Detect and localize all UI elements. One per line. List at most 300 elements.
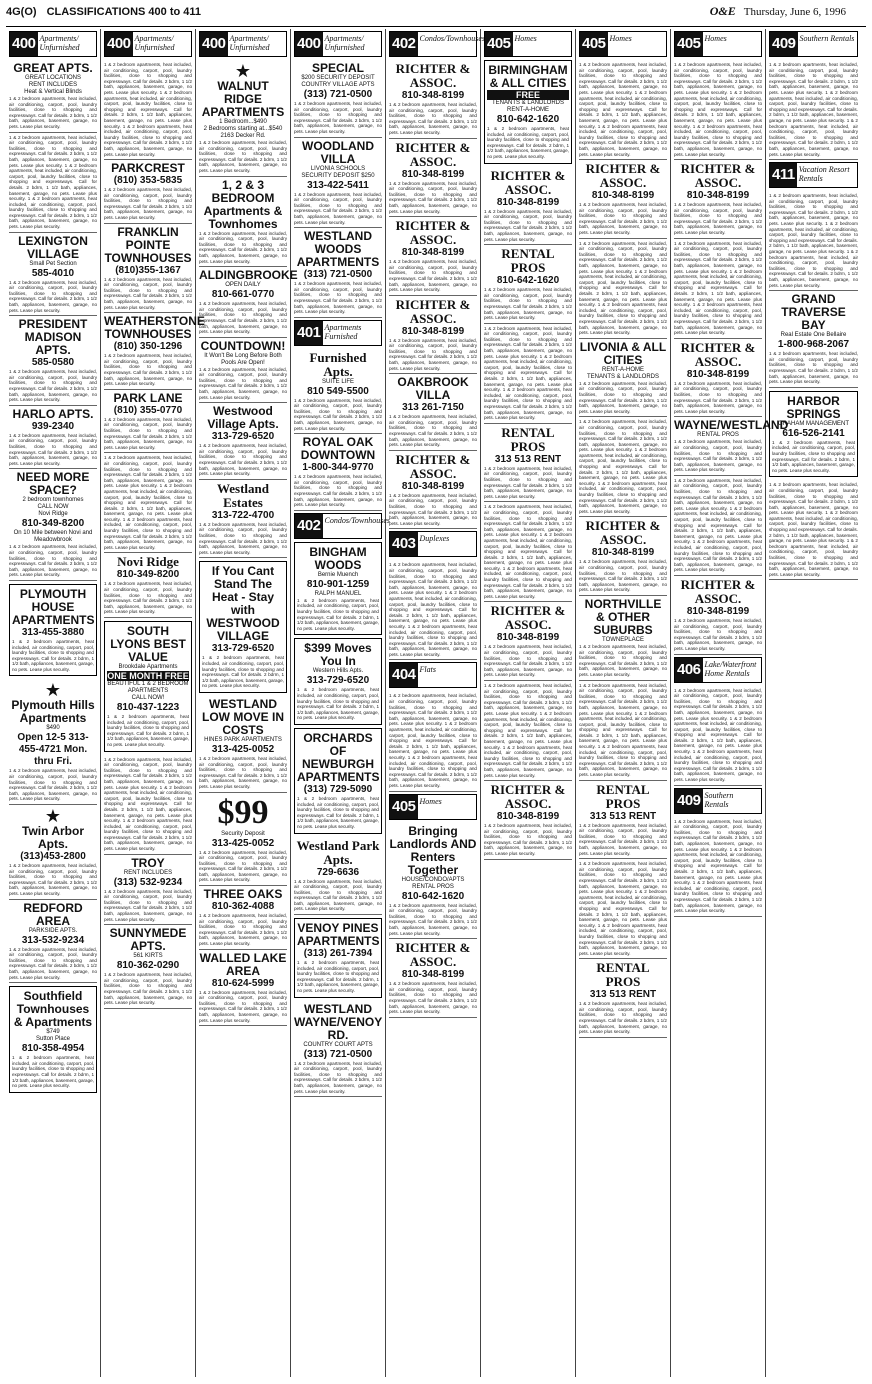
ad-text: 1 & 2 bedroom apartments, heat included, air conditioning, carport, pool, laundry facilities, close to shopping and expressways. Call for details. 2 bdrm, 1 1/2 bath, appliances, basement, garage, no pets. Lease plus security. [199,849,287,883]
ad-line: GRAND TRAVERSE BAY [781,292,846,333]
classified-ad [9,60,97,133]
column-c9 [766,29,861,1377]
ad-line: 1 Bedroom...$490 [219,119,267,125]
classified-ad [389,560,477,660]
ad-line: NORTHVILLE & OTHER SUBURBS [584,596,662,637]
classified-ad [294,837,382,916]
classified-ad [389,691,477,791]
ad-line: COUNTDOWN! [200,338,286,353]
ad-line: WALLED LAKE AREA [199,950,287,978]
classified-ad [199,950,287,1027]
classified-ad [199,338,287,404]
section-header [769,162,858,188]
ad-line: 810-642-1620 [401,890,465,902]
ad-line: (313) 721-0500 [303,269,373,281]
ad-line: REDFORD AREA [23,900,83,928]
classified-ad [769,191,858,291]
ad-line: 1-800-968-2067 [777,339,850,351]
ad-line: WOODLAND VILLA [302,138,374,166]
ad-line: 313-422-5411 [307,179,369,191]
ad-text: 1 & 2 bedroom apartments, heat included, air conditioning, carport, pool, laundry facilities, close to shopping and expressways. Call for details. 2 bdrm, 1 1/2 bath, appliances, basement, garage, no pets. Lease plus security. [104,416,192,450]
ad-line: Furnished Apts. [309,349,367,379]
ad-line: 810-348-8199 [686,190,750,202]
ad-line: Bringing Landlords AND Renters Together [389,823,477,877]
ad-line: 810-362-0290 [116,960,180,972]
ad-line: Westwood Village Apts. [207,404,279,432]
ad-text: 1 & 2 bedroom apartments, heat included, air conditioning, carport, pool, laundry facilities, close to shopping and expressways. Call for details. 2 bdrm, 1 1/2 bath, appliances, basement, garage, no pets. Lease plus security. [389,902,477,936]
classified-ad [104,224,192,314]
ad-text: 1 & 2 bedroom apartments, heat included, air conditioning, carport, pool, laundry facilities, close to shopping and expressways. Call for details. 2 bdrm, 1 1/2 bath, appliances, basement, garage, no pets. Lease plus security. [579,380,667,414]
ad-line: 810-348-8199 [401,325,465,337]
classified-ad [389,823,477,940]
section-label: Apartments/ Unfurnished [39,34,80,52]
ad-line: 810-348-8199 [686,368,750,380]
ad-text: 1 & 2 bedroom apartments, heat included, air conditioning, carport, pool, laundry facilities, close to shopping and expressways. Call for details. 2 bdrm, 1 1/2 bath, appliances, basement, garage, no pets. Lease plus security. [199,755,287,789]
ad-line: 2 bedroom townhomes [22,497,84,504]
ad-line: 313 513 RENT [589,810,657,822]
ad-line: 313 513 RENT [589,989,657,1001]
ad-line: 810-661-0770 [211,289,275,301]
ad-line: 810-362-4088 [211,901,275,913]
ad-line: 2 Bedrooms starting at...$540 [203,126,283,132]
section-number: 409 [675,789,703,813]
ad-text: 1 & 2 bedroom apartments, heat included, air conditioning, carport, pool, laundry facilities, close to shopping and expressways. Call for details. 2 bdrm, 1 1/2 bath, appliances, basement, garage, no pets. Lease plus security. 1 & 2 bedroom apartments, heat included, air conditioning, carport, pool, laundry facilities, close to shopping and expressways. Call for details. 2 bdrm, 1 1/2 bath, appliances, basement, garage, no pets. Lease plus security. 1 & 2 bedroom apartments, heat included, air conditioning, carport, pool, laundry facilities, close to shopping and expressways. Call for details. 2 bdrm, 1 1/2 bath, appliances, basement, garage, no pets. Lease plus security. [389,562,477,657]
ad-line: ORCHARDS OF NEWBURGH APARTMENTS [297,730,380,784]
classified-ad [769,391,858,478]
section-number: 401 [295,321,323,345]
classified-ad [294,434,382,511]
classified-ad [199,177,287,268]
ad-line: WAYNE/WESTLAND [674,418,789,433]
classified-ad [484,167,572,246]
section-header [9,31,97,57]
classified-ad [9,679,97,805]
classified-ad [389,217,477,296]
classified-ad [389,451,477,530]
ad-text: 1 & 2 bedroom apartments, heat included, air conditioning, carport, pool, laundry facilities, close to shopping and expressways. Call for details. 2 bdrm, 1 1/2 bath, appliances, basement, garage, no pets. Lease plus security. [199,301,287,335]
ad-line: (313) 532-9234 [113,876,183,888]
ad-text: 1 & 2 bedroom apartments, heat included, air conditioning, carport, pool, laundry facilities, close to shopping and expressways. Call for details. 2 bdrm, 1 1/2 bath, appliances, basement, garage, no pets. Lease plus security. 1 & 2 bedroom apartments, heat included, air conditioning, carport, pool, laundry facilities, close to shopping and expressways. Call for details. 2 bdrm, 1 1/2 bath, appliances, basement, garage, no pets. Lease plus security. 1 & 2 bedroom apartments, heat included, air conditioning, carport, pool, laundry facilities, close to shopping and expressways. Call for details. 2 bdrm, 1 1/2 bath, appliances, basement, garage, no pets. Lease plus security. [579,682,667,778]
section-header [294,513,391,539]
ad-line: RICHTER & ASSOC. [490,782,566,812]
ad-line: TENANTS & LANDLORDS [586,373,659,380]
ad-text: 1 & 2 bedroom apartments, heat included, air conditioning, carport, pool, laundry facilities, close to shopping and expressways. Call for details. 2 bdrm, 1 1/2 bath, appliances, basement, garage, no pets. Lease plus security. [294,397,382,431]
ad-line: 1, 2 & 3 BEDROOM Apartments & Townhomes [203,177,283,231]
ad-text: 1 & 2 bedroom apartments, heat included, air conditioning, carport, pool, laundry facilities, close to shopping and expressways. Call for details. 2 bdrm, 1 1/2 bath, appliances, basement, garage, no pets. Lease plus security. 1 & 2 bedroom apartments, heat included, air conditioning, carport, pool, laundry facilities, close to shopping and expressways. Call for details. 2 bdrm, 1 1/2 bath, appliances, basement, garage, no pets. Lease plus security. 1 & 2 bedroom apartments, heat included, air conditioning, carport, pool, laundry facilities, close to shopping and expressways. Call for details. 2 bdrm, 1 1/2 bath, appliances, basement, garage, no pets. Lease plus security. [104,756,192,852]
ad-line: RICHTER & ASSOC. [395,139,471,169]
ad-line: It Won't Be Long Before Both Pools Are Open! [204,352,282,366]
classified-ad [9,584,97,677]
ad-line: 313 261-7150 [402,402,464,414]
ad-line: 810-624-5999 [211,977,275,989]
ad-line: HOUSE/CONDO/APTS [401,876,465,883]
ad-line: 313-729-6520 [306,675,370,687]
ad-text: 1 & 2 bedroom apartments, heat included, air conditioning, carport, pool, laundry facilities, close to shopping and expressways. Call for details. 2 bdrm, 1 1/2 bath, appliances, basement, garage, no pets. Lease plus security. [484,644,572,678]
classified-ad [199,561,287,693]
classified-ad [674,60,762,160]
ad-line: RENT-A-HOME [602,366,644,373]
ad-line: $399 Moves You In [304,641,372,669]
classified-ad [484,60,572,164]
ad-text: 1 & 2 bedroom apartments, heat included, air conditioning, carport, pool, laundry facilities, close to shopping and expressways. Call for details. 2 bdrm, 1 1/2 bath, appliances, basement, garage, no pets. Lease plus security. [297,597,379,631]
section-label: Flats [419,665,436,675]
ad-line: 585-4010 [31,267,75,279]
section-header [674,657,762,683]
ad-text: 1 & 2 bedroom apartments, heat included, air conditioning, carport, pool, laundry facilities, close to shopping and expressways. Call for details. 2 bdrm, 1 1/2 bath, appliances, basement, garage, no pets. Lease plus security. 1 & 2 bedroom apartments, heat included, air conditioning, carport, pool, laundry facilities, close to shopping and expressways. Call for details. 2 bdrm, 1 1/2 bath, appliances, basement, garage, no pets. Lease plus security. 1 & 2 bedroom apartments, heat included, air conditioning, carport, pool, laundry facilities, close to shopping and expressways. Call for details. 2 bdrm, 1 1/2 bath, appliances, basement, garage, no pets. Lease plus security. [674,687,762,783]
section-header [484,31,572,57]
ad-text: 1 & 2 bedroom apartments, heat included, air conditioning, carport, pool, laundry facilities, close to shopping and expressways. Call for details. 2 bdrm, 1 1/2 bath, appliances, basement, garage, no pets. Lease plus security. [294,878,382,912]
ad-line: 585-0580 [31,357,75,369]
ad-text: 1 & 2 bedroom apartments, heat included, air conditioning, carport, pool, laundry facilities, close to shopping and expressways. Call for details. 2 bdrm, 1 1/2 bath, appliances, basement, garage, no pets. Lease plus security. [484,287,572,321]
ad-line: 939-2340 [31,420,75,432]
ad-text: 1 & 2 bedroom apartments, heat included, air conditioning, carport, pool, laundry facilities, close to shopping and expressways. Call for details. 2 bdrm, 1 1/2 bath, appliances, basement, garage, no pets. Lease plus security. [107,714,189,747]
ad-line: FRANKLIN POINTE TOWNHOUSES [104,224,192,265]
ad-line: ONE MONTH FREE [107,671,189,681]
ad-text: 1 & 2 bedroom apartments, heat included, air conditioning, carport, pool, laundry facilities, close to shopping and expressways. Call for details. 2 bdrm, 1 1/2 bath, appliances, basement, garage, no pets. Lease plus security. [579,643,667,677]
ad-line: WEATHERSTONE TOWNHOUSES [104,314,205,342]
ad-text: 1 & 2 bedroom apartments, heat included, air conditioning, carport, pool, laundry facilities, close to shopping and expressways. Call for details. 2 bdrm, 1 1/2 bath, appliances, basement, garage, no pets. Lease plus security. [389,259,477,293]
section-label: Apartments/ Unfurnished [324,34,365,52]
ad-line: SPECIAL [311,61,364,75]
ad-text: 1 & 2 bedroom apartments, heat included, air conditioning, carport, pool, laundry facilities, close to shopping and expressways. Call for details. 2 bdrm, 1 1/2 bath, appliances, basement, garage, no pets. Lease plus security. [199,443,287,477]
ad-line: 729-6636 [316,866,360,878]
section-label: Southern Rentals [704,790,734,809]
section-label: Homes [514,34,537,43]
section-label: Southern Rentals [799,34,855,43]
section-number: 404 [390,663,418,687]
classified-ad [294,60,382,138]
ad-text: 1 & 2 bedroom apartments, heat included, air conditioning, carport, pool, laundry facilities, close to shopping and expressways. Call for details. 2 bdrm, 1 1/2 bath, appliances, basement, garage, no pets. Lease plus security. [9,544,97,578]
ad-line: 810-642-1620 [496,275,560,287]
classified-ad [389,139,477,218]
ad-line: FREE [487,90,569,100]
ad-line: Southfield Townhouses & Apartments [13,989,93,1030]
section-header [389,31,486,57]
ad-text: 1 & 2 bedroom apartments, heat included, air conditioning, carport, pool, laundry facilities, close to shopping and expressways. Call for details. 2 bdrm, 1 1/2 bath, appliances, basement, garage, no pets. Lease plus security. [199,140,287,173]
ad-line: 810-349-8200 [116,569,180,581]
ad-text: 1 & 2 bedroom apartments, heat included, air conditioning, carport, pool, laundry facilities, close to shopping and expressways. Call for details. 2 bdrm, 1 1/2 bath, appliances, basement, garage, no pets. Lease plus security. [104,972,192,1006]
ad-line: 810-642-1620 [496,114,560,125]
ad-line: 313 513 RENT [494,453,562,465]
ad-text: 1 & 2 bedroom apartments, heat included, air conditioning, carport, pool, laundry facilities, close to shopping and expressways. Call for details. 2 bdrm, 1 1/2 bath, appliances, basement, garage, no pets. Lease plus security. [9,432,97,466]
section-label: Lake/Waterfront Home Rentals [704,659,757,678]
ad-text: 1 & 2 bedroom apartments, heat included, air conditioning, carport, pool, laundry facilities, close to shopping and expressways. Call for details. 2 bdrm, 1 1/2 bath, appliances, basement, garage, no pets. Lease plus security. 1 & 2 bedroom apartments, heat included, air conditioning, carport, pool, laundry facilities, close to shopping and expressways. Call for details. 2 bdrm, 1 1/2 bath, appliances, basement, garage, no pets. Lease plus security. 1 & 2 bedroom apartments, heat included, air conditioning, carport, pool, laundry facilities, close to shopping and expressways. Call for details. 2 bdrm, 1 1/2 bath, appliances, basement, garage, no pets. Lease plus security. [769,482,858,577]
ad-text: 1 & 2 bedroom apartments, heat included, air conditioning, carport, pool, laundry facilities, close to shopping and expressways. Call for details. 2 bdrm, 1 1/2 bath, appliances, basement, garage, no pets. Lease plus security. 1 & 2 bedroom apartments, heat included, air conditioning, carport, pool, laundry facilities, close to shopping and expressways. Call for details. 2 bdrm, 1 1/2 bath, appliances, basement, garage, no pets. Lease plus security. 1 & 2 bedroom apartments, heat included, air conditioning, carport, pool, laundry facilities, close to shopping and expressways. Call for details. 2 bdrm, 1 1/2 bath, appliances, basement, garage, no pets. Lease plus security. [579,62,667,157]
section-label: Apartments/ Unfurnished [134,34,175,52]
ad-line: 561 KIRTS [133,953,163,960]
section-header [294,31,382,57]
classified-ad [579,959,667,1038]
ad-text: 1 & 2 bedroom apartments, heat included, air conditioning, carport, pool, laundry facilities, close to shopping and expressways. Call for details. 2 bdrm, 1 1/2 bath, appliances, basement, garage, no pets. Lease plus security. [484,465,572,499]
ad-line: SECURITY DEPOSIT $250 [301,172,375,179]
ad-line: LEXINGTON VILLAGE [18,233,88,261]
star-icon: ★ [44,680,62,701]
ad-text: 1 & 2 bedroom apartments, heat included, air conditioning, carport, pool, laundry facilities, close to shopping and expressways. Call for details. 2 bdrm, 1 1/2 bath, appliances, basement, garage, no pets. Lease plus security. [104,581,192,615]
ad-text: 1 & 2 bedroom apartments, heat included, air conditioning, carport, pool, laundry facilities, close to shopping and expressways. Call for details. 2 bdrm, 1 1/2 bath, appliances, basement, garage, no pets. Lease plus security. [297,795,379,829]
ad-line: RICHTER & ASSOC. [395,61,471,90]
section-header [769,31,858,57]
ad-text: 1 & 2 bedroom apartments, heat included, air conditioning, carport, pool, laundry facilities, close to shopping and expressways. Call for details. 2 bdrm, 1 1/2 bath, appliances, basement, garage, no pets. Lease plus security. [297,687,379,721]
classified-ad [579,60,667,160]
classified-ad [674,817,762,917]
ad-text: 1 & 2 bedroom apartments, heat included, air conditioning, carport, pool, laundry facilities, close to shopping and expressways. Call for details. 2 bdrm, 1 1/2 bath, appliances, basement, garage, no pets. Lease plus security. [199,230,287,264]
ad-line: Brookdale Apartments [118,664,178,670]
issue-date: Thursday, June 6, 1996 [743,6,846,18]
section-label: Condos/Townhouses [419,34,486,43]
classified-ad [9,316,97,406]
ad-line: (313)453-2800 [20,851,86,863]
ad-line: If You Cant Stand The Heat - Stay with WESTWOOD VILLAGE [206,564,280,644]
column-c7 [576,29,671,1377]
ad-line: $99 [217,793,269,831]
classified-ad [9,986,97,1093]
classified-ad [484,602,572,681]
ad-line: RICHTER & ASSOC. [585,161,661,191]
section-number: 400 [105,32,133,56]
classified-ad [104,755,192,855]
ad-line: 810-348-8199 [591,547,655,559]
ad-line: 313-722-4700 [211,509,275,521]
ad-line: Heat & Vertical Blinds [24,89,82,95]
section-label: Homes [609,34,632,43]
ad-line: RENTAL PROS [697,432,739,439]
classifications-title: CLASSIFICATIONS 400 to 411 [46,6,202,18]
ad-line: ALDINGBROOKE [199,268,298,283]
ad-line: $749 [46,1029,60,1036]
section-number: 405 [675,32,703,56]
ad-text: 1 & 2 bedroom apartments, heat included, air conditioning, carport, pool, laundry facilities, close to shopping and expressways. Call for details. 2 bdrm, 1 1/2 bath, appliances, basement, garage, no pets. Lease plus security. 1 & 2 bedroom apartments, heat included, air conditioning, carport, pool, laundry facilities, close to shopping and expressways. Call for details. 2 bdrm, 1 1/2 bath, appliances, basement, garage, no pets. Lease plus security. 1 & 2 bedroom apartments, heat included, air conditioning, carport, pool, laundry facilities, close to shopping and expressways. Call for details. 2 bdrm, 1 1/2 bath, appliances, basement, garage, no pets. Lease plus security. [579,419,667,514]
ad-text: 1 & 2 bedroom apartments, heat included, air conditioning, carport, pool, laundry facilities, close to shopping and expressways. Call for details. 2 bdrm, 1 1/2 bath, appliances, basement, garage, no pets. Lease plus security. [674,202,762,236]
section-number: 402 [295,514,323,538]
ad-text: 1 & 2 bedroom apartments, heat included, air conditioning, carport, pool, laundry facilities, close to shopping and expressways. Call for details. 2 bdrm, 1 1/2 bath, appliances, basement, garage, no pets. Lease plus security. 1 & 2 bedroom apartments, heat included, air conditioning, carport, pool, laundry facilities, close to shopping and expressways. Call for details. 2 bdrm, 1 1/2 bath, appliances, basement, garage, no pets. Lease plus security. 1 & 2 bedroom apartments, heat included, air conditioning, carport, pool, laundry facilities, close to shopping and expressways. Call for details. 2 bdrm, 1 1/2 bath, appliances, basement, garage, no pets. Lease plus security. [579,240,667,336]
ad-line: BINGHAM WOODS [309,544,367,572]
ad-text: 1 & 2 bedroom apartments, heat included, air conditioning, carport, pool, laundry facilities, close to shopping and expressways. Call for details. 2 bdrm, 1 1/2 bath, appliances, basement, garage, no pets. Lease plus security. [199,913,287,947]
ad-text: 1 & 2 bedroom apartments, heat included, air conditioning, carport, pool, laundry facilities, close to shopping and expressways. Call for details. 2 bdrm, 1 1/2 bath, appliances, basement, garage, no pets. Lease plus security. [389,981,477,1015]
ad-text: 1 & 2 bedroom apartments, heat included, air conditioning, carport, pool, laundry facilities, close to shopping and expressways. Call for details. 2 bdrm, 1 1/2 bath, appliances, basement, garage, no pets. Lease plus security. [12,638,94,672]
ad-line: RENT-A-HOME [507,107,549,113]
ad-line: RENTAL PROS [501,246,555,276]
ad-line: WESTLAND WOODS APARTMENTS [296,229,380,270]
ad-text: 1 & 2 bedroom apartments, heat included, air conditioning, carport, pool, laundry facilities, close to shopping and expressways. Call for details. 2 bdrm, 1 1/2 bath, appliances, basement, garage, no pets. Lease plus security. 1 & 2 bedroom apartments, heat included, air conditioning, carport, pool, laundry facilities, close to shopping and expressways. Call for details. 2 bdrm, 1 1/2 bath, appliances, basement, garage, no pets. Lease plus security. 1 & 2 bedroom apartments, heat included, air conditioning, carport, pool, laundry facilities, close to shopping and expressways. Call for details. 2 bdrm, 1 1/2 bath, appliances, basement, garage, no pets. Lease plus security. [579,861,667,956]
classified-ad [484,324,572,424]
section-header [389,794,477,820]
section-header [579,31,667,57]
classified-ad [674,417,789,476]
ad-line: TENANTS & LANDLORDS [491,100,564,106]
ad-line: SOUTH LYONS BEST VALUE [110,624,186,664]
ad-line: NEED MORE SPACE? [16,470,90,498]
ad-line: RENT INCLUDES [123,869,173,876]
ad-line: 810-358-4954 [21,1043,85,1055]
classified-ad [199,60,287,177]
ad-line: 313-729-6520 [211,643,275,655]
ad-line: COUNTRY VILLAGE APTS [301,82,375,88]
ad-line: RICHTER & ASSOC. [680,339,756,369]
ad-text: 1 & 2 bedroom apartments, heat included, air conditioning, carport, pool, laundry facilities, close to shopping and expressways. Call for details. 2 bdrm, 1 1/2 bath, appliances, basement, garage, no pets. Lease plus security. [674,439,762,473]
ad-line: RALPH MANUEL [314,590,362,597]
section-label: Apartments/ Unfurnished [229,34,270,52]
section-number: 402 [390,32,418,56]
ad-line: 313-425-0052 [211,837,275,849]
classified-ad [484,681,572,781]
classified-ad [104,925,192,1009]
ad-line: 1-800-344-9770 [302,462,374,474]
ad-text: 1 & 2 bedroom apartments, heat included, air conditioning, carport, pool, laundry facilities, close to shopping and expressways. Call for details. 2 bdrm, 1 1/2 bath, appliances, basement, garage, no pets. Lease plus security. [294,101,382,134]
ad-text: 1 & 2 bedroom apartments, heat included, air conditioning, carport, pool, laundry facilities, close to shopping and expressways. Call for details. 2 bdrm, 1 1/2 bath, appliances, basement, garage, no pets. Lease plus security. [389,414,477,448]
classified-ad [294,728,382,834]
ad-text: 1 & 2 bedroom apartments, heat included, air conditioning, carport, pool, laundry facilities, close to shopping and expressways. Call for details. 2 bdrm, 1 1/2 bath, appliances, basement, garage, no pets. Lease plus security. [579,559,667,593]
classified-ad [104,453,192,553]
ad-line: 810-348-8199 [591,190,655,202]
classified-ad [389,296,477,375]
ad-line: 810-348-8199 [496,811,560,823]
ad-text: 1 & 2 bedroom apartments, heat included, air conditioning, carport, pool, laundry facilities, close to shopping and expressways. Call for details. 2 bdrm, 1 1/2 bath, appliances, basement, garage, no pets. Lease plus security. [9,946,97,980]
ad-line: CALL NOW! [131,695,165,701]
ad-text: 1 & 2 bedroom apartments, heat included, air conditioning, carport, pool, laundry facilities, close to shopping and expressways. Call for details. 2 bdrm, 1 1/2 bath, appliances, basement, garage, no pets. Lease plus security. [9,768,97,802]
ad-text: 1 & 2 bedroom apartments, heat included, air conditioning, carport, pool, laundry facilities, close to shopping and expressways. Call for details. 2 bdrm, 1 1/2 bath, appliances, basement, garage, no pets. Lease plus security. [9,863,97,896]
classified-ad [294,542,382,636]
page-number: 4G(O) [6,6,37,18]
classified-ad [199,403,287,480]
section-header [674,31,762,57]
classified-ad [294,1001,382,1098]
ad-line: SUITE LIFE [321,378,354,385]
classified-ad [104,60,192,160]
ad-text: 1 & 2 bedroom apartments, heat included, air conditioning, carport, pool, laundry facilities, close to shopping and expressways. Call for details. 2 bdrm, 1 1/2 bath, appliances, basement, garage, no pets. Lease plus security. 1 & 2 bedroom apartments, heat included, air conditioning, carport, pool, laundry facilities, close to shopping and expressways. Call for details. 2 bdrm, 1 1/2 bath, appliances, basement, garage, no pets. Lease plus security. 1 & 2 bedroom apartments, heat included, air conditioning, carport, pool, laundry facilities, close to shopping and expressways. Call for details. 2 bdrm, 1 1/2 bath, appliances, basement, garage, no pets. Lease plus security. [674,477,762,573]
section-header [104,31,192,57]
ad-line: PLYMOUTH HOUSE APARTMENTS [12,586,95,627]
ad-line: On 10 Mile between Novi and Meadowbrook [13,530,93,544]
ad-line: RICHTER & ASSOC. [395,218,471,248]
ad-line: WESTLAND WAYNE/VENOY RD. [294,1001,383,1042]
classified-ad [9,900,97,984]
ad-line: ROYAL OAK DOWNTOWN [300,435,376,463]
classified-ad [199,793,287,887]
ad-text: 1 & 2 bedroom apartments, heat included, air conditioning, carport, pool, laundry facilities, close to shopping and expressways. Call for details. 2 bdrm, 1 1/2 bath, appliances, basement, garage, no pets. Lease plus security. [484,208,572,242]
classified-ad [579,339,667,418]
paper-name: O&E [709,4,736,18]
classified-ad [579,681,667,781]
star-icon: ★ [234,61,252,81]
ad-line: RENT INCLUDES [28,82,78,88]
classified-ad [294,638,382,725]
ad-line: RENTAL PROS [412,883,454,890]
ad-line: (313) 729-5090 [303,783,373,795]
ad-text: 1 & 2 bedroom apartments, heat included, air conditioning, carport, pool, laundry facilities, close to shopping and expressways. Call for details. 2 bdrm, 1 1/2 bath, appliances, basement, garage, no pets. Lease plus security. 1 & 2 bedroom apartments, heat included, air conditioning, carport, pool, laundry facilities, close to shopping and expressways. Call for details. 2 bdrm, 1 1/2 bath, appliances, basement, garage, no pets. Lease plus security. 1 & 2 bedroom apartments, heat included, air conditioning, carport, pool, laundry facilities, close to shopping and expressways. Call for details. 2 bdrm, 1 1/2 bath, appliances, basement, garage, no pets. Lease plus security. [674,62,762,157]
ad-text: 1 & 2 bedroom apartments, heat included, air conditioning, carport, pool, laundry facilities, close to shopping and expressways. Call for details. 2 bdrm, 1 1/2 bath, appliances, basement, garage, no pets. Lease plus security. [674,380,762,414]
ad-line: (810) 355-0770 [113,404,183,416]
ad-text: 1 & 2 bedroom apartments, heat included, air conditioning, carport, pool, laundry facilities, close to shopping and expressways. Call for details. 2 bdrm, 1 1/2 bath, appliances, basement, garage, no pets. Lease plus security. [294,191,382,225]
section-label: Homes [419,796,442,806]
ad-text: 1 & 2 bedroom apartments, heat included, air conditioning, carport, pool, laundry facilities, close to shopping and expressways. Call for details. 2 bdrm, 1 1/2 bath, appliances, basement, garage, no pets. Lease plus security. [389,492,477,526]
ad-line: 313-532-9234 [21,934,85,946]
ad-text: 1 & 2 bedroom apartments, heat included, air conditioning, carport, pool, laundry facilities, close to shopping and expressways. Call for details. 2 bdrm, 1 1/2 bath, appliances, basement, garage, no pets. Lease plus security. [12,1055,94,1089]
ad-line: $200 SECURITY DEPOSIT [301,75,375,81]
ad-line: (313) 261-7394 [303,948,373,960]
section-number: 406 [675,658,703,682]
ad-line: RICHTER & ASSOC. [680,161,756,191]
classified-ad [484,502,572,602]
classified-ad [579,596,667,681]
ad-text: 1 & 2 bedroom apartments, heat included, air conditioning, carport, pool, laundry facilities, close to shopping and expressways. Call for details. 2 bdrm, 1 1/2 bath, appliances, basement, garage, no pets. Lease plus security. [104,187,192,221]
classified-ad [199,267,298,338]
ad-line: OPEN DAILY [225,282,261,289]
classified-ad [199,886,287,950]
ad-line: Novi Ridge [117,554,179,570]
classified-ad [294,349,382,435]
ad-text: 1 & 2 bedroom apartments, heat included, air conditioning, carport, pool, laundry facilities, close to shopping and expressways. Call for details. 2 bdrm, 1 1/2 bath, appliances, basement, garage, no pets. Lease plus security. [294,281,382,315]
ad-line: 810-348-8199 [496,632,560,644]
ad-line: 810-348-8199 [401,969,465,981]
classified-ad [579,417,667,517]
ad-line: (313) 721-0500 [303,89,373,100]
ad-line: (313) 721-0500 [303,1048,373,1060]
column-c3 [196,29,298,1377]
ad-text: 1 & 2 bedroom apartments, heat included, air conditioning, carport, pool, laundry facilities, close to shopping and expressways. Call for details. 2 bdrm, 1 1/2 bath, appliances, basement, garage, no pets. Lease plus security. [9,279,97,313]
ad-text: 1 & 2 bedroom apartments, heat included, air conditioning, carport, pool, laundry facilities, close to shopping and expressways. Call for details. 2 bdrm, 1 1/2 bath, appliances, basement, garage, no pets. Lease plus security. [579,822,667,856]
ad-line: Bernie Muench [317,571,359,578]
ad-line: COUNTRY COURT APTS [303,1041,373,1048]
ad-line: PARK LANE [113,390,183,405]
ad-line: 810-348-8199 [401,90,465,101]
ad-line: Westland Estates [216,480,269,510]
ad-line: GREAT LOCATIONS [24,75,81,81]
section-label: Condos/Townhouses [324,515,391,525]
ad-line: 810-348-8199 [401,168,465,180]
section-number: 400 [295,32,323,56]
ad-line: VENOY PINES APARTMENTS [297,921,380,949]
ad-line: Twin Arbor Apts. [22,824,84,852]
section-header [674,788,762,814]
ad-text: 1 & 2 bedroom apartments, heat included, air conditioning, carport, pool, laundry facilities, close to shopping and expressways. Call for details. 2 bdrm, 1 1/2 bath, appliances, basement, garage, no pets. Lease plus security. 1 & 2 bedroom apartments, heat included, air conditioning, carport, pool, laundry facilities, close to shopping and expressways. Call for details. 2 bdrm, 1 1/2 bath, appliances, basement, garage, no pets. Lease plus security. 1 & 2 bedroom apartments, heat included, air conditioning, carport, pool, laundry facilities, close to shopping and expressways. Call for details. 2 bdrm, 1 1/2 bath, appliances, basement, garage, no pets. Lease plus security. [674,818,762,914]
ad-line: Open 12-5 313-455-4721 Mon. thru Fri. [17,732,89,768]
ad-line: RICHTER & ASSOC. [395,296,471,326]
ad-text: 1 & 2 bedroom apartments, heat included, air conditioning, carport, pool, laundry facilities, close to shopping and expressways. Call for details. 2 bdrm, 1 1/2 bath, appliances, basement, garage, no pets. Lease plus security. [104,353,192,387]
section-number: 409 [770,32,798,56]
column-c5 [386,29,486,1377]
classified-ad [674,239,762,339]
ad-line: PARKCREST [111,161,185,176]
ad-text: 1 & 2 bedroom apartments, heat included, air conditioning, carport, pool, laundry facilities, close to shopping and expressways. Call for details. 2 bdrm, 1 1/2 bath, appliances, basement, garage, no pets. Lease plus security. [389,102,477,135]
ad-text: 1 & 2 bedroom apartments, heat included, air conditioning, carport, pool, laundry facilities, close to shopping and expressways. Call for details. 2 bdrm, 1 1/2 bath, appliances, basement, garage, no pets. Lease plus security. 1 & 2 bedroom apartments, heat included, air conditioning, carport, pool, laundry facilities, close to shopping and expressways. Call for details. 2 bdrm, 1 1/2 bath, appliances, basement, garage, no pets. Lease plus security. 1 & 2 bedroom apartments, heat included, air conditioning, carport, pool, laundry facilities, close to shopping and expressways. Call for details. 2 bdrm, 1 1/2 bath, appliances, basement, garage, no pets. Lease plus security. [104,455,192,550]
section-number: 411 [770,163,797,187]
ad-line: OAKBROOK VILLA [397,375,469,403]
ad-text: 1 & 2 bedroom apartments, heat included, air conditioning, carport, pool, laundry facilities, close to shopping and expressways. Call for details. 2 bdrm, 1 1/2 bath, appliances, basement, garage, no pets. Lease plus security. 1 & 2 bedroom apartments, heat included, air conditioning, carport, pool, laundry facilities, close to shopping and expressways. Call for details. 2 bdrm, 1 1/2 bath, appliances, basement, garage, no pets. Lease plus security. 1 & 2 bedroom apartments, heat included, air conditioning, carport, pool, laundry facilities, close to shopping and expressways. Call for details. 2 bdrm, 1 1/2 bath, appliances, basement, garage, no pets. Lease plus security. [484,325,572,421]
classified-ad [484,781,572,860]
ad-line: 810-348-8199 [401,247,465,259]
section-label: Homes [704,34,727,43]
ad-line: WESTLAND LOW MOVE IN COSTS [202,696,284,737]
masthead [6,4,866,27]
ad-line: LIVONIA & ALL CITIES [579,339,667,367]
ad-line: Sutton Place [35,1036,71,1043]
section-header [389,531,477,557]
ad-text: 1 & 2 bedroom apartments, heat included, air conditioning, carport, pool, laundry facilities, close to shopping and expressways. Call for details. 2 bdrm, 1 1/2 bath, appliances, basement, garage, no pets. Lease plus security. 1 & 2 bedroom apartments, heat included, air conditioning, carport, pool, laundry facilities, close to shopping and expressways. Call for details. 2 bdrm, 1 1/2 bath, appliances, basement, garage, no pets. Lease plus security. 1 & 2 bedroom apartments, heat included, air conditioning, carport, pool, laundry facilities, close to shopping and expressways. Call for details. 2 bdrm, 1 1/2 bath, appliances, basement, garage, no pets. Lease plus security. [389,693,477,788]
ad-line: Real Estate One Bellaire [780,332,847,339]
classified-ad [294,138,382,229]
ad-text: 1 & 2 bedroom apartments, heat included, air conditioning, carport, pool, laundry facilities, close to shopping and expressways. Call for details. 2 bdrm, 1 1/2 bath, appliances, basement, garage, no pets. Lease plus security. [389,337,477,371]
section-header [294,320,382,346]
ad-line: RENTAL PROS [501,424,555,454]
classified-ad [674,160,762,239]
ad-text: 1 & 2 bedroom apartments, heat included, air conditioning, carport, pool, laundry facilities, close to shopping and expressways. Call for details. 2 bdrm, 1 1/2 bath, appliances, basement, garage, no pets. Lease plus security. 1 & 2 bedroom apartments, heat included, air conditioning, carport, pool, laundry facilities, close to shopping and expressways. Call for details. 2 bdrm, 1 1/2 bath, appliances, basement, garage, no pets. Lease plus security. 1 & 2 bedroom apartments, heat included, air conditioning, carport, pool, laundry facilities, close to shopping and expressways. Call for details. 2 bdrm, 1 1/2 bath, appliances, basement, garage, no pets. Lease plus security. [484,504,572,599]
section-number: 400 [10,32,38,56]
ad-line: GRAHAM MANAGEMENT [777,420,849,427]
ad-line: TROY [131,855,165,870]
ad-text: 1 & 2 bedroom apartments, heat included, air conditioning, carport, pool, laundry facilities, close to shopping and expressways. Call for details. 2 bdrm, 1 1/2 bath, appliances, basement, garage, no pets. Lease plus security. [294,1060,382,1094]
classified-ad [294,228,382,318]
section-label: Vacation Resort Rentals [798,165,850,184]
